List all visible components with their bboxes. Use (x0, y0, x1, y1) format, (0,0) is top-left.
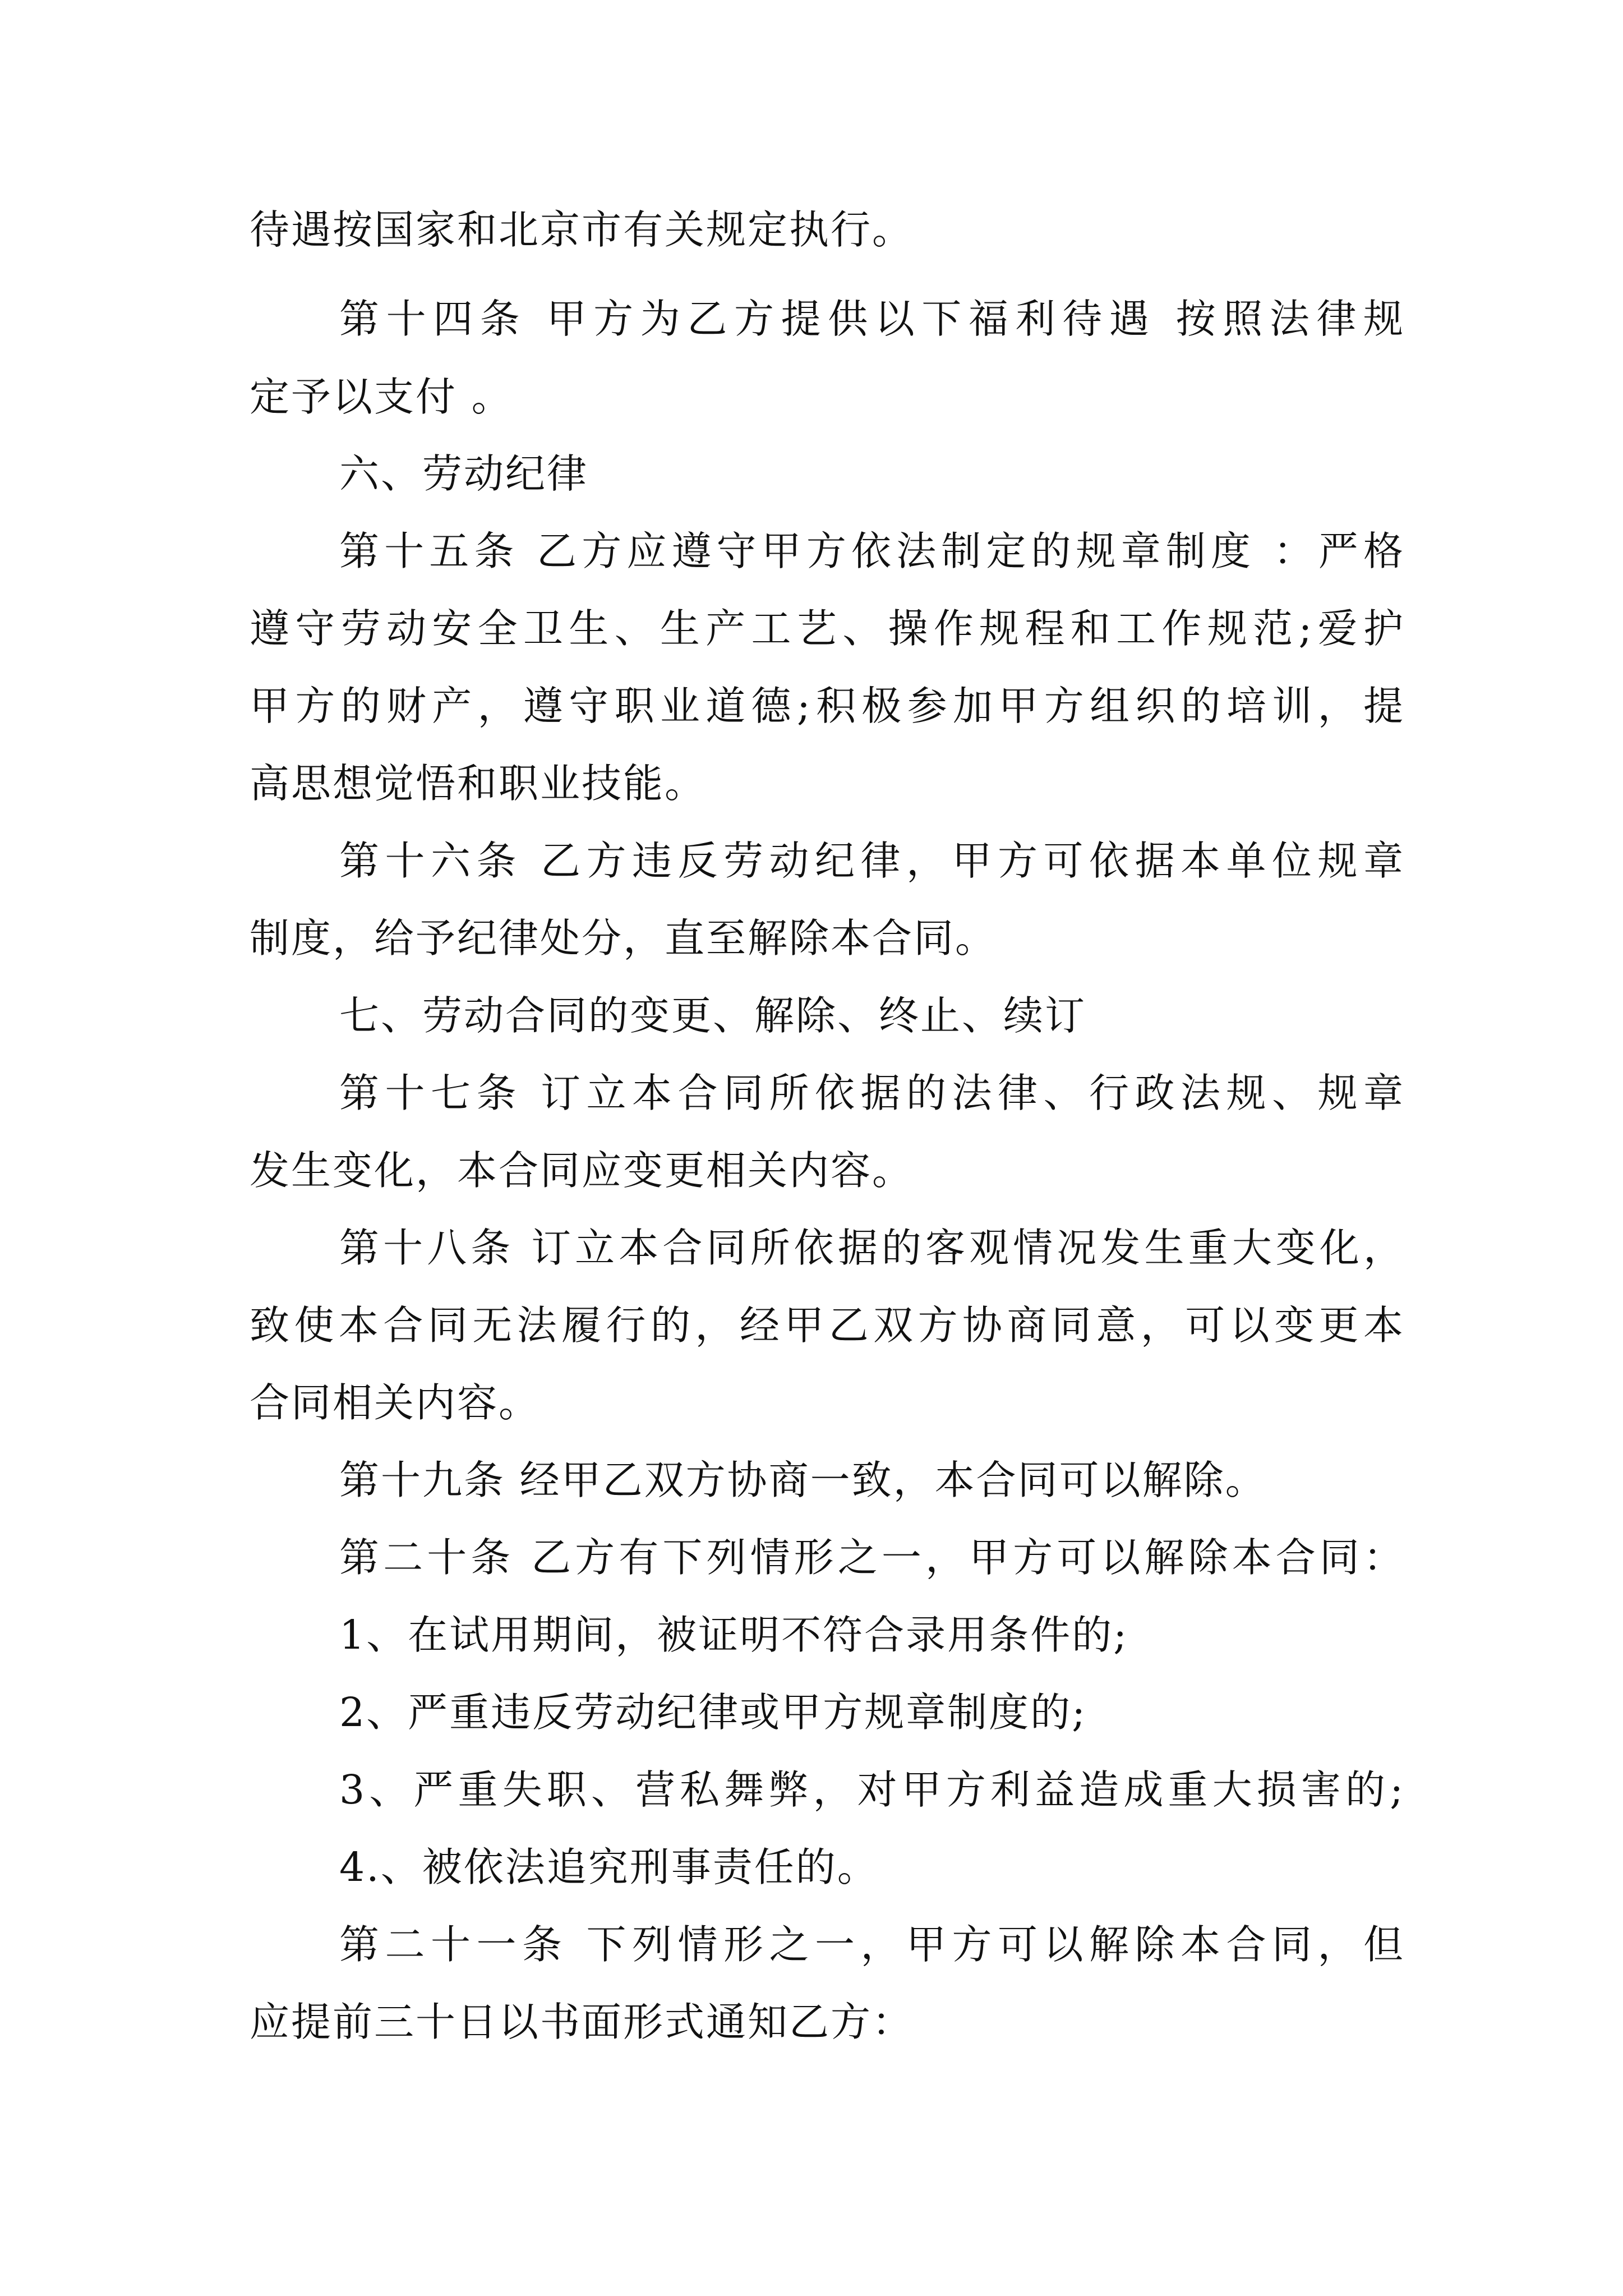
article-15-line-4: 高思想觉悟和职业技能。 (250, 760, 707, 807)
article-16-line-2: 制度，给予纪律处分，直至解除本合同。 (250, 915, 997, 961)
article-21-line-2: 应提前三十日以书面形式通知乙方： (250, 1999, 914, 2045)
article-14-line-1: 第十四条 甲方为乙方提供以下福利待遇 按照法律规 (339, 296, 1405, 342)
article-20-line: 第二十条 乙方有下列情形之一，甲方可以解除本合同： (339, 1534, 1405, 1581)
list-item-2: 2、严重违反劳动纪律或甲方规章制度的; (339, 1689, 1087, 1736)
text-line: 待遇按国家和北京市有关规定执行。 (250, 206, 914, 253)
list-item-3: 3、严重失职、营私舞弊，对甲方利益造成重大损害的; (339, 1766, 1405, 1813)
article-18-line-1: 第十八条 订立本合同所依据的客观情况发生重大变化， (339, 1225, 1405, 1271)
article-19-line: 第十九条 经甲乙双方协商一致，本合同可以解除。 (339, 1457, 1267, 1503)
list-item-1: 1、在试用期间，被证明不符合录用条件的; (339, 1612, 1129, 1658)
article-18-line-3: 合同相关内容。 (250, 1379, 541, 1426)
article-15-line-1: 第十五条 乙方应遵守甲方依法制定的规章制度 ：严格 (339, 528, 1405, 574)
article-15-line-2: 遵守劳动安全卫生、生产工艺、操作规程和工作规范;爱护 (250, 605, 1405, 652)
list-item-4: 4.、被依法追究刑事责任的。 (339, 1844, 879, 1890)
section-heading-contract-changes: 七、劳动合同的变更、解除、终止、续订 (339, 992, 1087, 1039)
article-17-line-1: 第十七条 订立本合同所依据的法律、行政法规、规章 (339, 1070, 1405, 1116)
article-16-line-1: 第十六条 乙方违反劳动纪律，甲方可依据本单位规章 (339, 838, 1405, 884)
article-21-line-1: 第二十一条 下列情形之一，甲方可以解除本合同，但 (339, 1921, 1405, 1968)
article-14-line-2: 定予以支付 。 (250, 374, 513, 420)
article-17-line-2: 发生变化，本合同应变更相关内容。 (250, 1147, 914, 1194)
article-15-line-3: 甲方的财产，遵守职业道德;积极参加甲方组织的培训，提 (250, 683, 1405, 729)
article-18-line-2: 致使本合同无法履行的，经甲乙双方协商同意，可以变更本 (250, 1302, 1405, 1349)
section-heading-labor-discipline: 六、劳动纪律 (339, 450, 589, 497)
